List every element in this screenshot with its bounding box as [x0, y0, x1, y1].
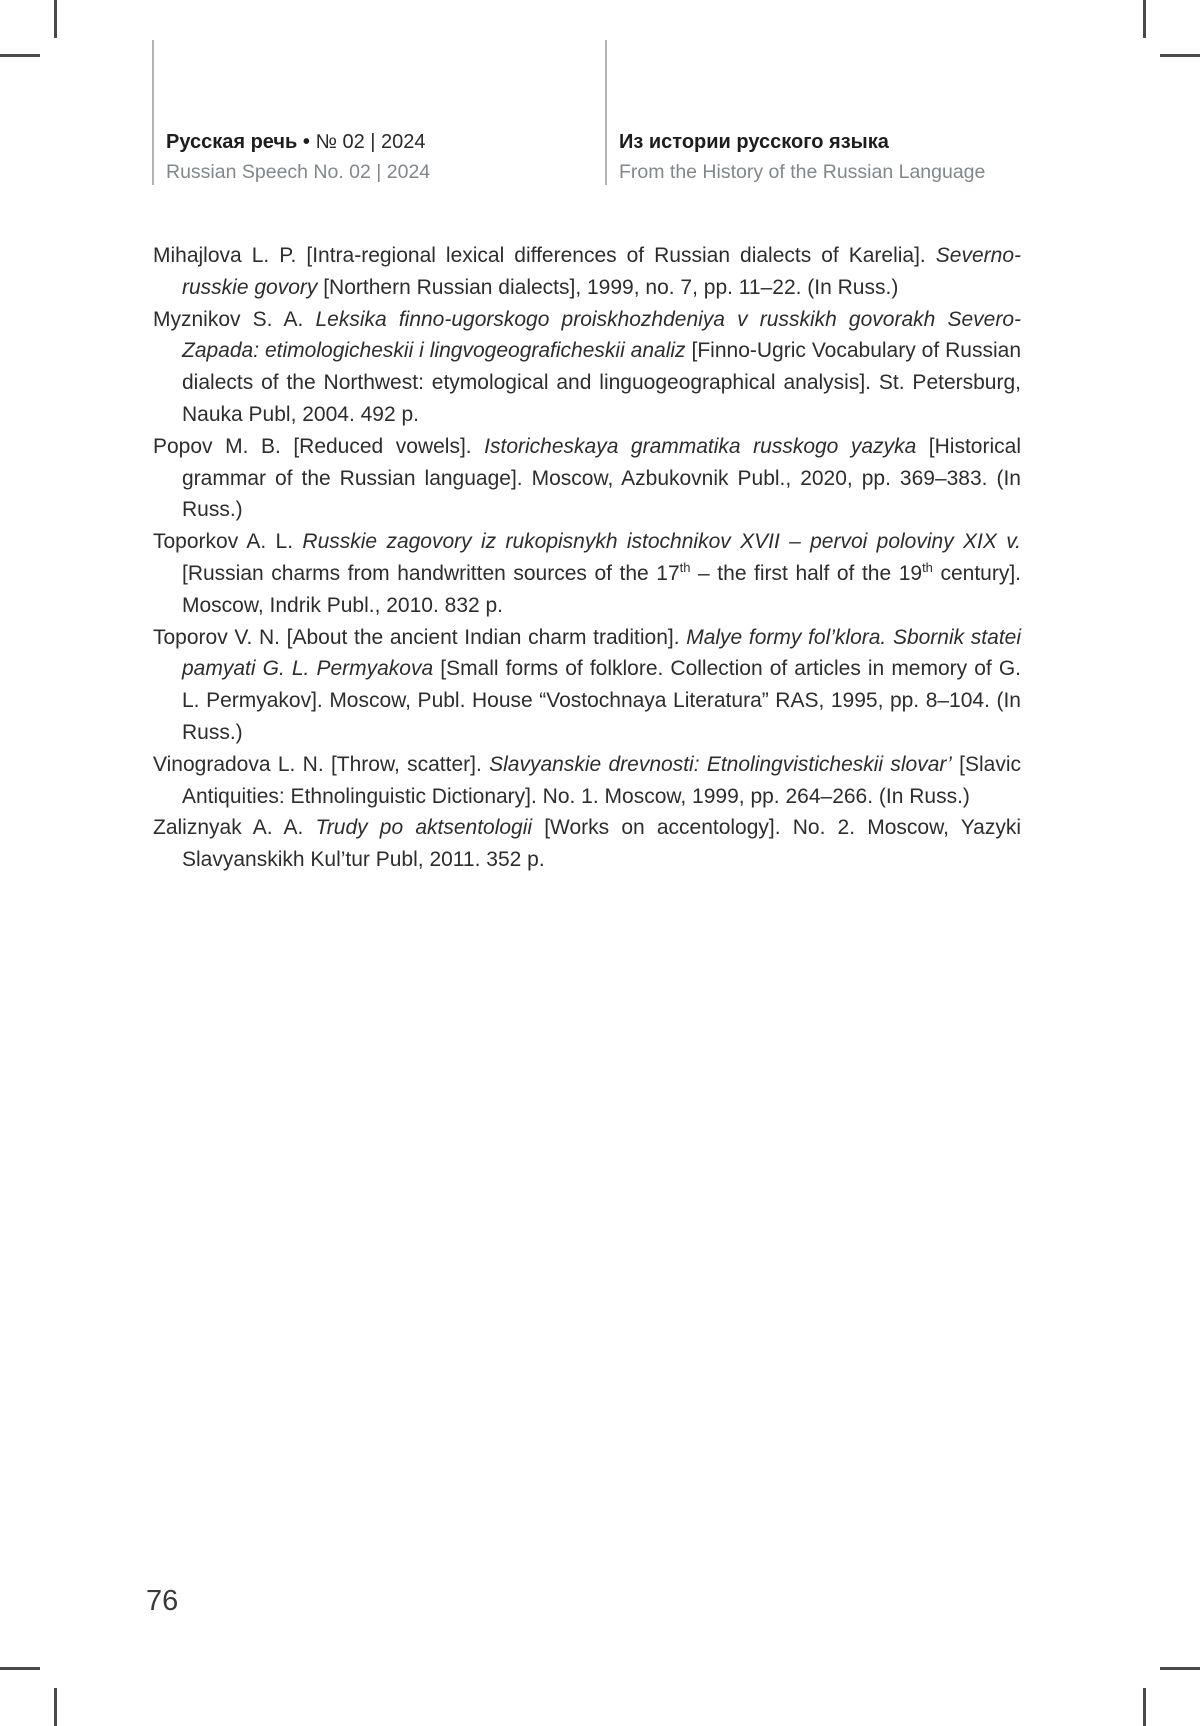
section-title-en: From the History of the Russian Language	[619, 161, 986, 183]
reference-text: century]. Moscow, Indrik Publ., 2010. 832 p.	[182, 561, 1022, 617]
crop-mark-top-left-horizontal	[0, 54, 40, 57]
reference-text: Myznikov S. A.	[153, 307, 316, 331]
crop-mark-bottom-right-horizontal	[1160, 1667, 1200, 1670]
journal-subtitle-en: Russian Speech No. 02 | 2024	[166, 161, 431, 183]
reference-entry	[153, 622, 1021, 749]
reference-text: Zaliznyak A. A.	[153, 816, 316, 840]
crop-mark-top-right-horizontal	[1160, 54, 1200, 57]
header-journal-block	[152, 40, 572, 185]
crop-mark-top-left-vertical	[54, 0, 57, 38]
section-title-ru: Из истории русского языка	[619, 131, 889, 153]
reference-text: th	[922, 559, 933, 575]
reference-entry	[153, 812, 1021, 876]
crop-mark-bottom-left-horizontal	[0, 1667, 40, 1670]
reference-text: [Russian charms from handwritten sources of the 17	[182, 561, 680, 585]
page-number: 76	[146, 1585, 179, 1617]
references-list	[153, 240, 1021, 876]
reference-text: [Slavic Antiquities: Ethnolinguistic Dictionary]. No. 1. Moscow, 1999, pp. 264–266. (In Russ.)	[182, 752, 1021, 808]
reference-source-title: Severno-russkie govory	[182, 244, 1021, 299]
reference-text: [Works on accentology]. No. 2. Moscow, Yazyki Slavyanskikh Kul’tur Publ, 2011. 352 p.	[182, 816, 1021, 872]
crop-mark-top-right-vertical	[1143, 0, 1146, 38]
reference-text: Toporkov A. L.	[153, 530, 303, 554]
reference-source-title: Russkie zagovory iz rukopisnykh istochnikov XVII – pervoi poloviny XIX v.	[302, 530, 1021, 554]
journal-title-line	[166, 131, 572, 154]
reference-text: Vinogradova L. N. [Throw, scatter].	[153, 752, 490, 776]
reference-source-title: Trudy po aktsentologii	[315, 816, 533, 840]
crop-mark-bottom-left-vertical	[54, 1688, 57, 1726]
reference-text: [Historical grammar of the Russian language]. Moscow, Azbukovnik Publ., 2020, pp. 369–383. (In Russ.)	[182, 434, 1021, 522]
reference-text: Mihajlova L. P. [Intra-regional lexical differences of Russian dialects of Karelia].	[153, 244, 936, 267]
reference-text: th	[679, 559, 691, 575]
reference-source-title: Slavyanskie drevnosti: Etnolingvisticheskii slovar’	[489, 752, 952, 776]
separator-bullet: •	[302, 131, 310, 153]
reference-text: Popov M. B. [Reduced vowels].	[153, 434, 485, 458]
reference-source-title: Malye formy fol’klora. Sbornik statei pamyati G. L. Permyakova	[182, 625, 1022, 681]
reference-entry	[153, 431, 1021, 526]
reference-text: [Finno-Ugric Vocabulary of Russian dialects of the Northwest: etymological and linguogeographical analysis]. St. Petersburg, Nauka Publ, 2004. 492 p.	[182, 339, 1021, 426]
section-title-line	[619, 131, 1025, 154]
reference-source-title: Istoricheskaya grammatika russkogo yazyka	[484, 434, 917, 458]
reference-text: [Northern Russian dialects], 1999, no. 7, pp. 11–22. (In Russ.)	[317, 275, 899, 299]
reference-entry	[153, 304, 1021, 431]
journal-issue: № 02 | 2024	[315, 131, 426, 153]
header-section-block	[605, 40, 1025, 185]
reference-text: [Small forms of folklore. Collection of articles in memory of G. L. Permyakov]. Moscow, Publ. House “Vostochnaya Literatura” RAS, 1995, pp. 8–104. (In Russ.)	[182, 657, 1021, 744]
reference-text: – the first half of the 19	[690, 561, 923, 585]
reference-entry	[153, 240, 1021, 304]
crop-mark-bottom-right-vertical	[1143, 1688, 1146, 1726]
reference-text: Toporov V. N. [About the ancient Indian charm tradition].	[153, 625, 687, 649]
reference-entry	[153, 749, 1021, 813]
reference-source-title: Leksika finno-ugorskogo proiskhozhdeniya v russkikh govorakh Severo-Zapada: etimologicheskii i lingvogeograficheskii analiz	[182, 307, 1021, 363]
journal-brand: Русская речь	[166, 131, 298, 153]
reference-entry	[153, 526, 1021, 621]
